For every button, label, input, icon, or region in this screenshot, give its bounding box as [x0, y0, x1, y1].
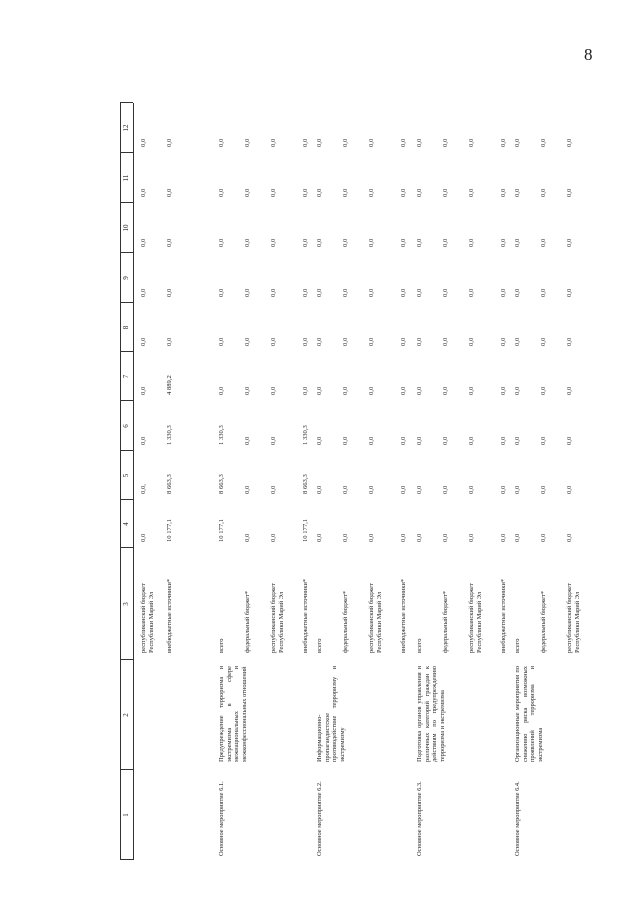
- value-cell: 0,0: [166, 138, 173, 147]
- value-cell: 0,0: [468, 238, 475, 247]
- value-cell: 0,0: [566, 386, 573, 395]
- value-cell: 0,0: [400, 337, 407, 346]
- value-cell: 0,0: [566, 436, 573, 445]
- section-kind: Основное мероприятие 6.1.: [218, 781, 225, 856]
- value-cell: 0,0: [400, 288, 407, 297]
- value-cell: 0,0: [416, 485, 423, 494]
- value-cell: 0,0: [442, 485, 449, 494]
- value-cell: 0,0: [566, 533, 573, 542]
- value-cell: 8 663,3: [166, 474, 173, 494]
- value-cell: 0,0: [368, 138, 375, 147]
- value-cell: 0,0: [140, 436, 147, 445]
- source-label: федеральный бюджет*: [342, 590, 349, 653]
- header-cell: 12: [122, 124, 130, 132]
- value-cell: 0,0: [368, 188, 375, 197]
- value-cell: 0,0: [140, 533, 147, 542]
- value-cell: 0,0: [368, 386, 375, 395]
- value-cell: 0,0: [316, 386, 323, 395]
- value-cell: 0,0: [400, 138, 407, 147]
- value-cell: 0,0: [540, 337, 547, 346]
- source-label: республиканский бюджет Республики Марий Эл: [140, 583, 155, 653]
- value-cell: 0,0: [140, 337, 147, 346]
- value-cell: 0,0: [400, 436, 407, 445]
- header-divider: [120, 252, 133, 253]
- value-cell: 0,0: [244, 337, 251, 346]
- value-cell: 0,0: [442, 288, 449, 297]
- value-cell: 0,0: [500, 238, 507, 247]
- source-label: всего: [316, 638, 323, 653]
- value-cell: 8 663,3: [302, 474, 309, 494]
- value-cell: 0,0: [244, 188, 251, 197]
- value-cell: 0,0: [540, 138, 547, 147]
- value-cell: 0,0: [500, 436, 507, 445]
- value-cell: 10 177,1: [218, 518, 225, 542]
- value-cell: 0,0: [500, 337, 507, 346]
- value-cell: 0,0: [218, 188, 225, 197]
- value-cell: 0,0: [468, 288, 475, 297]
- header-cell: 10: [122, 224, 130, 232]
- value-cell: 0,0: [302, 337, 309, 346]
- value-cell: 0,0: [514, 386, 521, 395]
- value-cell: 1 330,3: [302, 425, 309, 445]
- value-cell: 0,0: [302, 238, 309, 247]
- value-cell: 0,0: [442, 386, 449, 395]
- value-cell: 0,0: [416, 386, 423, 395]
- value-cell: 0,0: [468, 188, 475, 197]
- value-cell: 0,0: [442, 337, 449, 346]
- value-cell: 0,0: [540, 238, 547, 247]
- header-divider: [120, 152, 133, 153]
- value-cell: 0,0: [416, 188, 423, 197]
- value-cell: 0,0: [166, 188, 173, 197]
- source-label: республиканский бюджет Республики Марий Эл: [368, 583, 383, 653]
- header-cell: 5: [122, 473, 130, 478]
- header-bottom-line: [133, 103, 134, 860]
- value-cell: 0,0: [244, 386, 251, 395]
- section-title: Предупреждение терроризма и экстремизма в сфере межнациональных и межконфессиональных отношений: [218, 666, 248, 762]
- value-cell: 0,0: [468, 386, 475, 395]
- header-cell: 11: [122, 174, 130, 182]
- value-cell: 0,0: [342, 188, 349, 197]
- source-label: федеральный бюджет*: [540, 590, 547, 653]
- value-cell: 0,0: [540, 485, 547, 494]
- value-cell: 0,0: [468, 337, 475, 346]
- value-cell: 0,0: [368, 436, 375, 445]
- value-cell: 0,0: [442, 533, 449, 542]
- value-cell: 0,0: [218, 288, 225, 297]
- value-cell: 0,0: [316, 337, 323, 346]
- value-cell: 0,0: [316, 188, 323, 197]
- value-cell: 0,0: [140, 188, 147, 197]
- value-cell: 0,0: [500, 288, 507, 297]
- value-cell: 0,0: [316, 485, 323, 494]
- value-cell: 0,0: [400, 533, 407, 542]
- value-cell: 0,0: [416, 238, 423, 247]
- value-cell: 0,0: [342, 138, 349, 147]
- value-cell: 0,0: [500, 485, 507, 494]
- value-cell: 0,0: [244, 533, 251, 542]
- value-cell: 0,0: [270, 138, 277, 147]
- value-cell: 0,0: [468, 485, 475, 494]
- value-cell: 0,0: [218, 337, 225, 346]
- value-cell: 0,0: [400, 485, 407, 494]
- value-cell: 0,0: [270, 436, 277, 445]
- value-cell: 0,0,: [140, 484, 147, 494]
- value-cell: 0,0: [500, 386, 507, 395]
- value-cell: 10 177,1: [302, 518, 309, 542]
- source-label: внебюджетные источники*: [302, 578, 309, 653]
- value-cell: 0,0: [416, 288, 423, 297]
- value-cell: 0,0: [270, 533, 277, 542]
- source-label: внебюджетные источники*: [500, 578, 507, 653]
- value-cell: 0,0: [270, 485, 277, 494]
- source-label: федеральный бюджет*: [244, 590, 251, 653]
- value-cell: 0,0: [342, 533, 349, 542]
- section-title: Организационные мероприятия по снижению риска возможных проявлений терроризма и экстремизма: [514, 666, 544, 762]
- source-label: внебюджетные источники*: [400, 578, 407, 653]
- value-cell: 0,0: [244, 138, 251, 147]
- header-divider: [120, 659, 133, 660]
- header-cell: 7: [122, 374, 130, 379]
- header-cell: 6: [122, 424, 130, 428]
- value-cell: 0,0: [368, 533, 375, 542]
- value-cell: 0,0: [316, 288, 323, 297]
- value-cell: 0,0: [244, 238, 251, 247]
- value-cell: 0,0: [468, 533, 475, 542]
- value-cell: 0,0: [302, 188, 309, 197]
- header-divider: [120, 400, 133, 401]
- value-cell: 0,0: [416, 138, 423, 147]
- page-number: 8: [584, 45, 593, 64]
- header-cell: 3: [122, 602, 130, 606]
- value-cell: 0,0: [218, 138, 225, 147]
- source-label: республиканский бюджет Республики Марий Эл: [468, 583, 483, 653]
- value-cell: 8 663,3: [218, 474, 225, 494]
- value-cell: 0,0: [270, 337, 277, 346]
- header-divider: [120, 102, 133, 103]
- value-cell: 1 330,3: [166, 425, 173, 445]
- header-cell: 2: [122, 713, 130, 717]
- value-cell: 0,0: [342, 337, 349, 346]
- value-cell: 0,0: [342, 436, 349, 445]
- value-cell: 0,0: [342, 485, 349, 494]
- header-divider: [120, 450, 133, 451]
- value-cell: 0,0: [514, 188, 521, 197]
- value-cell: 0,0: [270, 188, 277, 197]
- source-label: всего: [416, 638, 423, 653]
- value-cell: 0,0: [566, 485, 573, 494]
- value-cell: 0,0: [244, 288, 251, 297]
- value-cell: 0,0: [368, 288, 375, 297]
- value-cell: 0,0: [514, 436, 521, 445]
- value-cell: 0,0: [566, 238, 573, 247]
- value-cell: 0,0: [540, 436, 547, 445]
- value-cell: 0,0: [166, 337, 173, 346]
- value-cell: 0,0: [218, 238, 225, 247]
- value-cell: 0,0: [514, 337, 521, 346]
- value-cell: 0,0: [468, 138, 475, 147]
- value-cell: 0,0: [270, 288, 277, 297]
- value-cell: 0,0: [368, 485, 375, 494]
- section-kind: Основное мероприятие 6.2.: [316, 781, 323, 856]
- value-cell: 0,0: [368, 337, 375, 346]
- source-label: федеральный бюджет*: [442, 590, 449, 653]
- value-cell: 0,0: [316, 436, 323, 445]
- section-title: Информационно-пропагандистское противодействие терроризму и экстремизму: [316, 666, 346, 762]
- value-cell: 0,0: [540, 288, 547, 297]
- value-cell: 0,0: [514, 138, 521, 147]
- value-cell: 0,0: [540, 533, 547, 542]
- value-cell: 0,0: [442, 188, 449, 197]
- value-cell: 0,0: [342, 386, 349, 395]
- value-cell: 0,0: [468, 436, 475, 445]
- value-cell: 0,0: [500, 138, 507, 147]
- value-cell: 0,0: [316, 138, 323, 147]
- header-cell: 4: [122, 522, 130, 526]
- value-cell: 0,0: [442, 138, 449, 147]
- value-cell: 0,0: [140, 238, 147, 247]
- value-cell: 0,0: [342, 238, 349, 247]
- header-divider: [120, 351, 133, 352]
- value-cell: 0,0: [302, 288, 309, 297]
- value-cell: 0,0: [302, 138, 309, 147]
- value-cell: 0,0: [566, 288, 573, 297]
- value-cell: 0,0: [442, 238, 449, 247]
- value-cell: 0,0: [500, 533, 507, 542]
- value-cell: 0,0: [400, 386, 407, 395]
- header-cell: 1: [122, 813, 130, 817]
- value-cell: 0,0: [342, 288, 349, 297]
- source-label: республиканский бюджет Республики Марий Эл: [566, 583, 581, 653]
- header-cell: 8: [122, 325, 130, 330]
- value-cell: 0,0: [140, 138, 147, 147]
- source-label: всего: [218, 638, 225, 653]
- value-cell: 0,0: [400, 188, 407, 197]
- header-cell: 9: [122, 276, 130, 280]
- header-divider: [120, 302, 133, 303]
- value-cell: 0,0: [316, 533, 323, 542]
- value-cell: 0,0: [400, 238, 407, 247]
- value-cell: 0,0: [140, 288, 147, 297]
- value-cell: 0,0: [566, 188, 573, 197]
- value-cell: 0,0: [416, 337, 423, 346]
- value-cell: 0,0: [166, 288, 173, 297]
- value-cell: 0,0: [218, 386, 225, 395]
- header-divider: [120, 769, 133, 770]
- value-cell: 0,0: [540, 188, 547, 197]
- section-kind: Основное мероприятие 6.4.: [514, 781, 521, 856]
- value-cell: 0,0: [244, 436, 251, 445]
- header-divider: [120, 547, 133, 548]
- value-cell: 0,0: [514, 288, 521, 297]
- value-cell: 0,0: [514, 485, 521, 494]
- value-cell: 0,0: [270, 386, 277, 395]
- value-cell: 0,0: [442, 436, 449, 445]
- source-label: внебюджетные источники*: [166, 578, 173, 653]
- value-cell: 0,0: [514, 533, 521, 542]
- value-cell: 0,0: [566, 337, 573, 346]
- value-cell: 0,0: [540, 386, 547, 395]
- value-cell: 0,0: [416, 436, 423, 445]
- value-cell: 0,0: [270, 238, 277, 247]
- section-kind: Основное мероприятие 6.3.: [416, 781, 423, 856]
- value-cell: 4 889,2: [166, 375, 173, 395]
- value-cell: 0,0: [416, 533, 423, 542]
- value-cell: 0,0: [316, 238, 323, 247]
- value-cell: 1 330,3: [218, 425, 225, 445]
- value-cell: 0,0: [368, 238, 375, 247]
- value-cell: 10 177,1: [166, 518, 173, 542]
- value-cell: 0,0: [244, 485, 251, 494]
- source-label: всего: [514, 638, 521, 653]
- value-cell: 0,0: [302, 386, 309, 395]
- source-label: республиканский бюджет Республики Марий Эл: [270, 583, 285, 653]
- budget-table: [120, 60, 581, 860]
- header-top-line: [120, 103, 121, 860]
- header-divider: [120, 202, 133, 203]
- value-cell: 0,0: [500, 188, 507, 197]
- value-cell: 0,0: [140, 386, 147, 395]
- header-divider: [120, 859, 133, 860]
- value-cell: 0,0: [566, 138, 573, 147]
- value-cell: 0,0: [166, 238, 173, 247]
- header-divider: [120, 499, 133, 500]
- value-cell: 0,0: [514, 238, 521, 247]
- section-title: Подготовка органов управления и различных категорий граждан к действиям по предупреждению терроризма и экстремизма: [416, 666, 446, 762]
